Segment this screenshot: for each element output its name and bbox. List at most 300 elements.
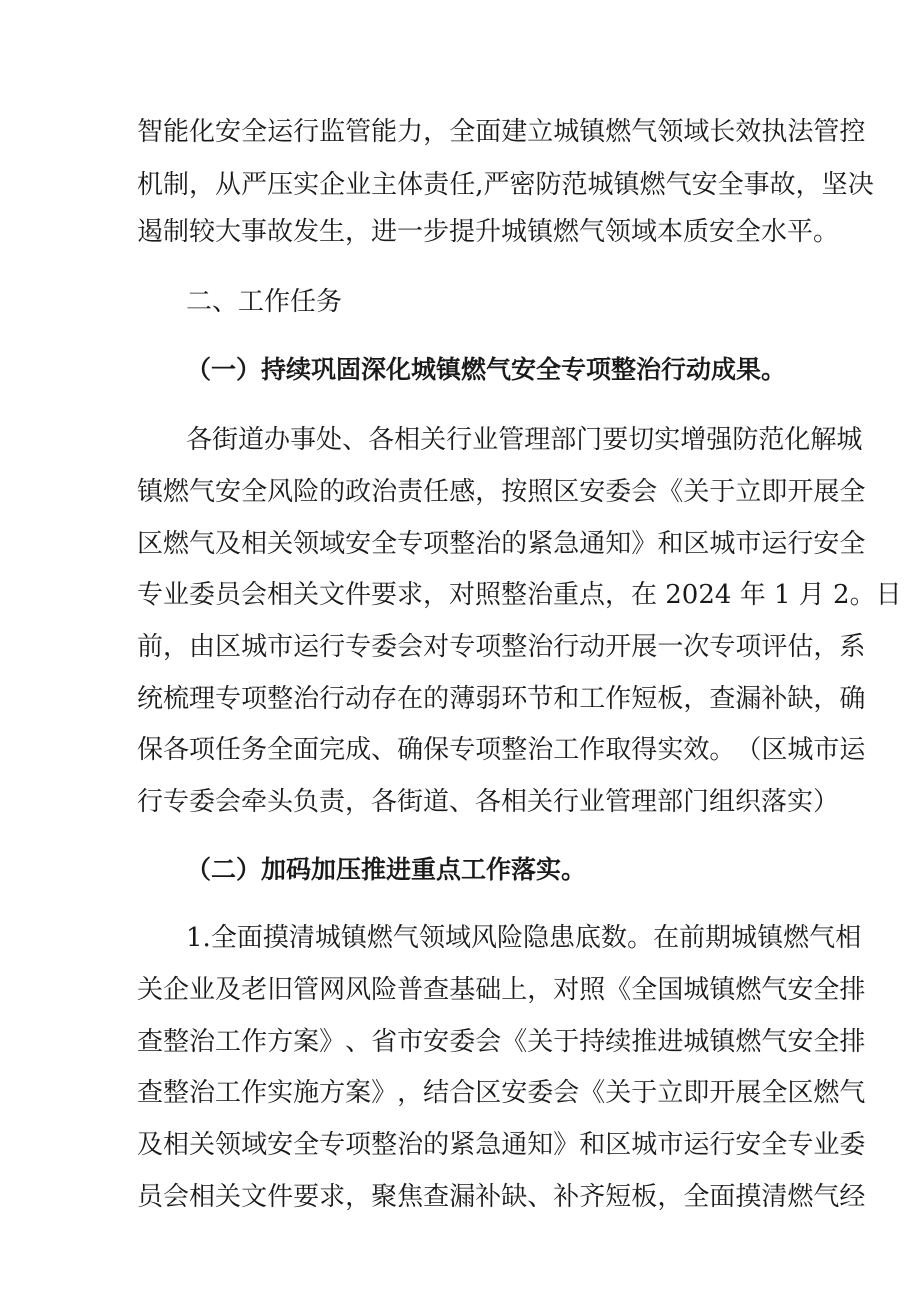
text-glyph: 查 (137, 1027, 164, 1057)
text-glyph: 责 (423, 170, 450, 200)
body-text-line (137, 1073, 866, 1113)
text-glyph: 补 (475, 1182, 502, 1212)
text-glyph: . (202, 923, 211, 953)
text-glyph: 业 (472, 425, 499, 455)
text-glyph: 气 (809, 923, 836, 953)
text-glyph: 薄 (449, 684, 476, 714)
text-glyph: 决 (847, 170, 874, 200)
text-glyph: 化 (784, 425, 811, 455)
text-glyph: 部 (550, 425, 577, 455)
text-glyph: 查 (709, 684, 736, 714)
text-glyph: 摸 (735, 1182, 762, 1212)
text-glyph: 知 (605, 529, 632, 559)
text-glyph: 安 (735, 1130, 762, 1160)
text-glyph: 安 (345, 529, 372, 559)
text-glyph: 门 (576, 425, 603, 455)
text-glyph: 面 (709, 1182, 736, 1212)
text-glyph: 、 (371, 735, 398, 765)
text-glyph: ， (397, 1078, 424, 1108)
text-glyph: 全 (839, 529, 866, 559)
text-glyph: 委 (371, 632, 398, 662)
body-text-line (137, 730, 866, 770)
text-glyph: 镇 (579, 117, 606, 147)
text-glyph: 政 (345, 477, 372, 507)
text-glyph: 查 (423, 975, 450, 1005)
text-glyph: 理 (524, 425, 551, 455)
text-glyph: 全 (717, 170, 744, 200)
text-glyph: 立 (657, 1078, 684, 1108)
text-glyph: 企 (319, 170, 346, 200)
text-glyph: 全 (761, 1130, 788, 1160)
text-glyph: 齐 (579, 1182, 606, 1212)
text-glyph: 在 (653, 923, 680, 953)
body-text-line: 遏制较大事故发生，进一步提升城镇燃气领域本质安全水平。 (137, 217, 840, 247)
text-glyph: 行 (319, 684, 346, 714)
text-glyph: 从 (215, 170, 242, 200)
text-glyph: ， (345, 1182, 372, 1212)
text-glyph: 查 (137, 1078, 164, 1108)
text-glyph: 安 (215, 117, 242, 147)
text-glyph: 区 (761, 735, 788, 765)
section-heading: 二、工作任务 (186, 287, 343, 317)
text-glyph: 网 (319, 975, 346, 1005)
text-glyph: 系 (839, 632, 866, 662)
text-glyph: ， (683, 684, 710, 714)
text-glyph: 治 (189, 1078, 216, 1108)
text-glyph: 关 (189, 1130, 216, 1160)
text-glyph: ， (163, 632, 190, 662)
text-glyph: 得 (631, 735, 658, 765)
subsection-title: （一）持续巩固深化城镇燃气安全专项整治行动成果。 (186, 355, 787, 384)
text-glyph: 化 (189, 117, 216, 147)
text-glyph: 险 (371, 975, 398, 1005)
text-glyph: 区 (605, 1130, 632, 1160)
text-glyph: 市 (657, 1130, 684, 1160)
body-text-line (137, 165, 874, 205)
text-glyph: 整 (267, 684, 294, 714)
text-glyph: 进 (657, 1027, 684, 1057)
text-glyph: 镇 (613, 170, 640, 200)
text-glyph: 板 (631, 1182, 658, 1212)
text-glyph: 气 (665, 170, 692, 200)
text-glyph: 《 (501, 1027, 528, 1057)
text-glyph: 增 (680, 425, 707, 455)
text-glyph: 域 (241, 1130, 268, 1160)
text-glyph: 气 (813, 1182, 840, 1212)
text-glyph: 事 (290, 425, 317, 455)
text-glyph: 范 (561, 170, 588, 200)
text-glyph: ， (527, 975, 554, 1005)
text-glyph: 的 (319, 477, 346, 507)
text-glyph: 相 (394, 425, 421, 455)
text-glyph: 关 (683, 477, 710, 507)
text-glyph: 存 (371, 684, 398, 714)
text-glyph: 域 (683, 117, 710, 147)
text-glyph: 关 (137, 975, 164, 1005)
body-text-line (137, 524, 866, 564)
text-glyph: 通 (501, 1130, 528, 1160)
text-glyph: 项 (423, 529, 450, 559)
text-glyph: 会 (475, 1027, 502, 1057)
text-glyph: 基 (449, 975, 476, 1005)
text-glyph: 施 (293, 1078, 320, 1108)
text-glyph: 摸 (262, 923, 289, 953)
text-glyph: 专 (787, 1130, 814, 1160)
text-glyph: 燃 (735, 1027, 762, 1057)
text-glyph: 按 (501, 477, 528, 507)
text-glyph: 关 (420, 425, 447, 455)
text-glyph: 。 (627, 923, 654, 953)
text-glyph: 治 (527, 735, 554, 765)
text-glyph: 补 (553, 1182, 580, 1212)
text-glyph: 面 (293, 735, 320, 765)
text-glyph: 力 (397, 117, 424, 147)
text-glyph: 会 (397, 632, 424, 662)
text-glyph: 镇 (709, 1027, 736, 1057)
text-glyph: 专 (319, 1130, 346, 1160)
text-glyph: 确 (839, 684, 866, 714)
text-glyph: 解 (810, 425, 837, 455)
text-glyph: 专 (449, 632, 476, 662)
text-glyph: 业 (189, 975, 216, 1005)
text-glyph: 面 (236, 923, 263, 953)
text-glyph: 会 (553, 1078, 580, 1108)
text-glyph: 城 (787, 735, 814, 765)
text-glyph: 行 (319, 632, 346, 662)
text-glyph: 智 (137, 117, 164, 147)
text-glyph: 及 (215, 529, 242, 559)
text-glyph: 会 (163, 1182, 190, 1212)
text-glyph: 切 (628, 425, 655, 455)
text-glyph: 气 (392, 923, 419, 953)
text-glyph: ， (657, 1182, 684, 1212)
text-glyph: 治 (371, 477, 398, 507)
text-glyph: 感 (449, 477, 476, 507)
text-glyph: 行 (446, 425, 473, 455)
text-glyph: 保 (137, 735, 164, 765)
text-glyph: 次 (683, 632, 710, 662)
text-glyph: 全 (210, 923, 237, 953)
text-glyph: 能 (163, 117, 190, 147)
text-glyph: 的 (501, 529, 528, 559)
text-glyph: 关 (605, 1078, 632, 1108)
text-glyph: 由 (189, 632, 216, 662)
text-glyph: 防 (732, 425, 759, 455)
text-glyph: 项 (189, 735, 216, 765)
text-glyph: 燃 (813, 1078, 840, 1108)
text-glyph: 、 (527, 1182, 554, 1212)
body-text-line (137, 1177, 866, 1217)
body-text-line: 行专委会牵头负责，各街道、各相关行业管理部门组织落实） (137, 787, 840, 817)
text-glyph: 动 (579, 632, 606, 662)
text-glyph: 面 (475, 117, 502, 147)
text-glyph: 治 (397, 1130, 424, 1160)
text-glyph: 文 (241, 1182, 268, 1212)
text-glyph: 领 (293, 529, 320, 559)
body-text-line (137, 472, 866, 512)
text-glyph: 》 (631, 529, 658, 559)
text-glyph: 整 (163, 1027, 190, 1057)
text-glyph: 、 (345, 1027, 372, 1057)
body-text-line (137, 679, 866, 719)
text-glyph: 处 (316, 425, 343, 455)
text-glyph: 管 (813, 117, 840, 147)
text-glyph: 关 (267, 529, 294, 559)
text-glyph: 案 (293, 1027, 320, 1057)
text-glyph: 全 (813, 975, 840, 1005)
text-glyph: 数 (601, 923, 628, 953)
text-glyph: 城 (631, 1130, 658, 1160)
text-glyph: 各 (186, 425, 213, 455)
text-glyph: 期 (705, 923, 732, 953)
text-glyph: 、 (342, 425, 369, 455)
text-glyph: 燃 (787, 1182, 814, 1212)
text-glyph: 于 (709, 477, 736, 507)
text-glyph: 排 (839, 1027, 866, 1057)
text-glyph: 全 (241, 117, 268, 147)
text-glyph: 知 (527, 1130, 554, 1160)
text-glyph: 即 (761, 477, 788, 507)
text-glyph: 安 (215, 477, 242, 507)
text-glyph: 行 (553, 632, 580, 662)
text-glyph: 机 (137, 170, 164, 200)
text-glyph: 安 (787, 975, 814, 1005)
text-glyph: 即 (683, 1078, 710, 1108)
text-glyph: 照 (527, 477, 554, 507)
text-glyph: 清 (288, 923, 315, 953)
text-glyph: 经 (839, 1182, 866, 1212)
text-glyph: 行 (293, 117, 320, 147)
text-glyph: 患 (549, 923, 576, 953)
text-glyph: 普 (397, 975, 424, 1005)
text-glyph: 域 (444, 923, 471, 953)
text-glyph: 紧 (527, 529, 554, 559)
text-glyph: 方 (267, 1027, 294, 1057)
text-glyph: 续 (605, 1027, 632, 1057)
text-glyph: 关 (215, 1182, 242, 1212)
text-glyph: 领 (215, 1130, 242, 1160)
text-glyph: 安 (579, 477, 606, 507)
text-glyph: 缺 (501, 1182, 528, 1212)
text-glyph: 项 (345, 1130, 372, 1160)
text-glyph: 市 (735, 529, 762, 559)
text-glyph: 气 (189, 477, 216, 507)
text-glyph: 紧 (449, 1130, 476, 1160)
text-glyph: 运 (293, 632, 320, 662)
text-glyph: 气 (839, 1078, 866, 1108)
text-glyph: 统 (137, 684, 164, 714)
text-glyph: 会 (631, 477, 658, 507)
text-glyph: 燃 (639, 170, 666, 200)
text-glyph: 行 (787, 529, 814, 559)
text-glyph: 责 (397, 477, 424, 507)
text-glyph: 燃 (783, 923, 810, 953)
text-glyph: 气 (631, 117, 658, 147)
text-glyph: 短 (631, 684, 658, 714)
text-glyph: 于 (553, 1027, 580, 1057)
text-glyph: 全 (631, 975, 658, 1005)
text-glyph: 各 (368, 425, 395, 455)
text-glyph: 市 (397, 1027, 424, 1057)
text-glyph: 燃 (366, 923, 393, 953)
text-glyph: 燃 (163, 477, 190, 507)
text-glyph: 执 (761, 117, 788, 147)
text-glyph: 成 (345, 735, 372, 765)
text-glyph: 《 (579, 1078, 606, 1108)
text-glyph: 相 (835, 923, 862, 953)
text-glyph: 险 (293, 477, 320, 507)
text-glyph: 办 (264, 425, 291, 455)
text-glyph: 项 (241, 684, 268, 714)
text-glyph: 镇 (137, 477, 164, 507)
text-glyph: 估 (787, 632, 814, 662)
text-glyph: 实 (267, 1078, 294, 1108)
text-glyph: 前 (137, 632, 164, 662)
text-glyph: 安 (501, 1078, 528, 1108)
text-glyph: 《 (605, 975, 632, 1005)
text-glyph: 城 (836, 425, 863, 455)
text-glyph: 业 (345, 170, 372, 200)
text-glyph: 要 (293, 1182, 320, 1212)
body-text-line (186, 420, 863, 460)
text-glyph: 作 (605, 684, 632, 714)
text-glyph: 区 (553, 477, 580, 507)
text-glyph: 板 (657, 684, 684, 714)
text-glyph: 坚 (821, 170, 848, 200)
text-glyph: 效 (735, 117, 762, 147)
text-glyph: 方 (319, 1078, 346, 1108)
text-glyph: 城 (314, 923, 341, 953)
text-glyph: 镇 (757, 923, 784, 953)
text-glyph: 各 (163, 735, 190, 765)
text-glyph: 专 (397, 529, 424, 559)
text-glyph: 开 (787, 477, 814, 507)
text-glyph: 区 (475, 1078, 502, 1108)
text-glyph: 能 (371, 117, 398, 147)
text-glyph: 全 (241, 477, 268, 507)
text-glyph: 风 (267, 477, 294, 507)
text-glyph: 展 (735, 1078, 762, 1108)
text-glyph: 城 (553, 117, 580, 147)
text-glyph: 上 (501, 975, 528, 1005)
text-glyph: 关 (527, 1027, 554, 1057)
text-glyph: 长 (709, 117, 736, 147)
text-glyph: 整 (371, 1130, 398, 1160)
text-glyph: 实 (293, 170, 320, 200)
text-glyph: 完 (319, 735, 346, 765)
text-glyph: 持 (579, 1027, 606, 1057)
text-glyph: 体 (397, 170, 424, 200)
text-glyph: 治 (189, 1027, 216, 1057)
text-glyph: 城 (241, 632, 268, 662)
text-glyph: 项 (475, 735, 502, 765)
text-glyph: 推 (631, 1027, 658, 1057)
text-glyph: 排 (839, 975, 866, 1005)
text-glyph: 合 (449, 1078, 476, 1108)
body-text-line (186, 918, 862, 958)
text-glyph: 主 (371, 170, 398, 200)
text-glyph: 安 (267, 1130, 294, 1160)
text-glyph: 评 (761, 632, 788, 662)
text-glyph: 委 (839, 1130, 866, 1160)
text-glyph: ， (475, 477, 502, 507)
text-glyph: 的 (423, 1130, 450, 1160)
text-glyph: 动 (345, 684, 372, 714)
text-glyph: 隐 (523, 923, 550, 953)
text-glyph: 任 (215, 735, 242, 765)
text-glyph: 行 (709, 1130, 736, 1160)
text-glyph: 和 (657, 529, 684, 559)
text-glyph: 委 (605, 477, 632, 507)
text-glyph: 全 (761, 1078, 788, 1108)
text-glyph: 燃 (605, 117, 632, 147)
text-glyph: 作 (241, 1027, 268, 1057)
text-glyph: 梳 (163, 684, 190, 714)
text-glyph: 建 (501, 117, 528, 147)
text-glyph: 要 (602, 425, 629, 455)
text-glyph: 在 (397, 684, 424, 714)
text-glyph: 防 (535, 170, 562, 200)
text-glyph: 领 (657, 117, 684, 147)
text-glyph: 密 (509, 170, 536, 200)
text-glyph: 急 (553, 529, 580, 559)
text-glyph: 作 (579, 735, 606, 765)
text-glyph: 一 (657, 632, 684, 662)
text-glyph: 管 (498, 425, 525, 455)
text-glyph: 运 (683, 1130, 710, 1160)
text-glyph: 城 (683, 975, 710, 1005)
subsection-title: （二）加码加压推进重点工作落实。 (186, 855, 587, 884)
text-glyph: 领 (418, 923, 445, 953)
text-glyph: 运 (839, 735, 866, 765)
text-glyph: 风 (345, 975, 372, 1005)
text-glyph: 城 (731, 923, 758, 953)
text-glyph: 控 (839, 117, 866, 147)
text-glyph: 管 (345, 117, 372, 147)
text-glyph: 于 (631, 1078, 658, 1108)
text-glyph: 国 (657, 975, 684, 1005)
text-glyph: 》 (319, 1027, 346, 1057)
text-glyph: 工 (579, 684, 606, 714)
text-glyph: 强 (706, 425, 733, 455)
text-glyph: 底 (575, 923, 602, 953)
body-text-line (137, 1022, 866, 1062)
text-glyph: 效 (683, 735, 710, 765)
text-glyph: 作 (241, 1078, 268, 1108)
body-text-line (137, 1125, 866, 1165)
text-glyph: 监 (319, 117, 346, 147)
text-glyph: 工 (215, 1078, 242, 1108)
text-glyph: 环 (501, 684, 528, 714)
text-glyph: 相 (163, 1130, 190, 1160)
text-glyph: ， (189, 170, 216, 200)
text-glyph: 漏 (449, 1182, 476, 1212)
text-glyph: 立 (527, 117, 554, 147)
text-glyph: ， (423, 117, 450, 147)
text-glyph: 运 (761, 529, 788, 559)
text-glyph: 结 (423, 1078, 450, 1108)
text-glyph: 对 (553, 975, 580, 1005)
text-glyph: 城 (683, 1027, 710, 1057)
text-glyph: 燃 (735, 975, 762, 1005)
text-glyph: 项 (475, 632, 502, 662)
text-glyph: 区 (137, 529, 164, 559)
text-glyph: 聚 (371, 1182, 398, 1212)
text-glyph: 务 (241, 735, 268, 765)
text-glyph: 立 (735, 477, 762, 507)
text-glyph: 通 (579, 529, 606, 559)
text-glyph: 风 (470, 923, 497, 953)
